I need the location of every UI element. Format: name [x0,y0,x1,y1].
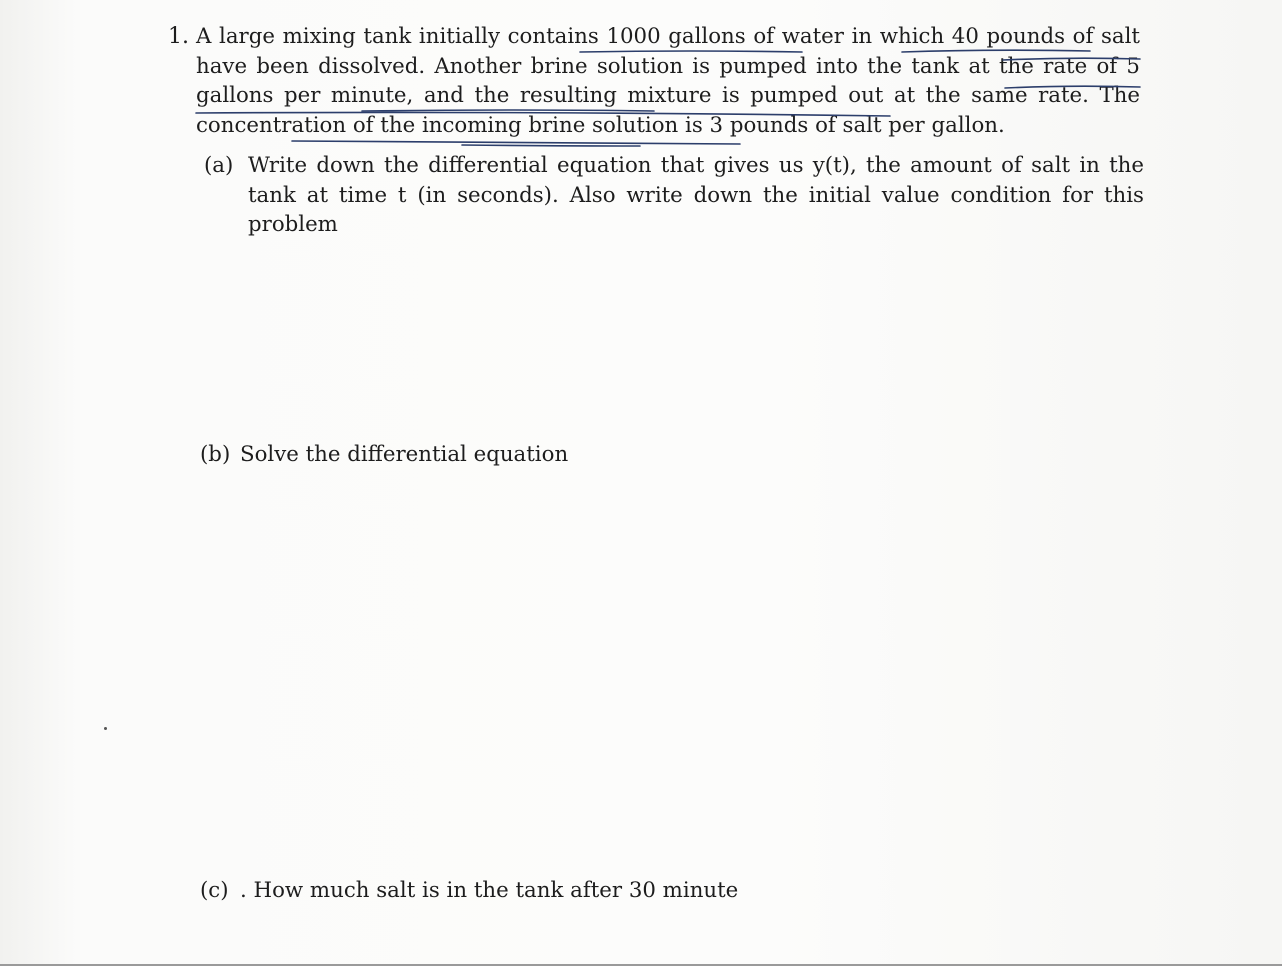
paper-speck [104,727,107,730]
underline-3-pounds [462,145,640,146]
part-c-label: (c) [200,878,229,903]
problem-statement: A large mixing tank initially contains 1000 gallons of water in which 40 pounds of salt have been dissolved. Another brine solution is pumped into the tank at the rate of 5 gallons per minute, and the resulting mixture is pumped out at the same rate. The concentration of the incoming brine solution is 3 pounds of salt per gallon. [196,24,1140,138]
part-b-label: (b) [200,442,231,467]
part-a-question: Write down the differential equation that gives us y(t), the amount of salt in the tank at time t (in seconds). Also write down the initial value condition for this problem [248,153,1144,237]
part-c-question: . How much salt is in the tank after 30 minute [240,878,739,903]
underline-brine-solution [292,141,740,144]
problem-number: 1. [168,24,189,49]
part-a-label: (a) [204,153,234,178]
part-b-question: Solve the differential equation [240,442,569,467]
